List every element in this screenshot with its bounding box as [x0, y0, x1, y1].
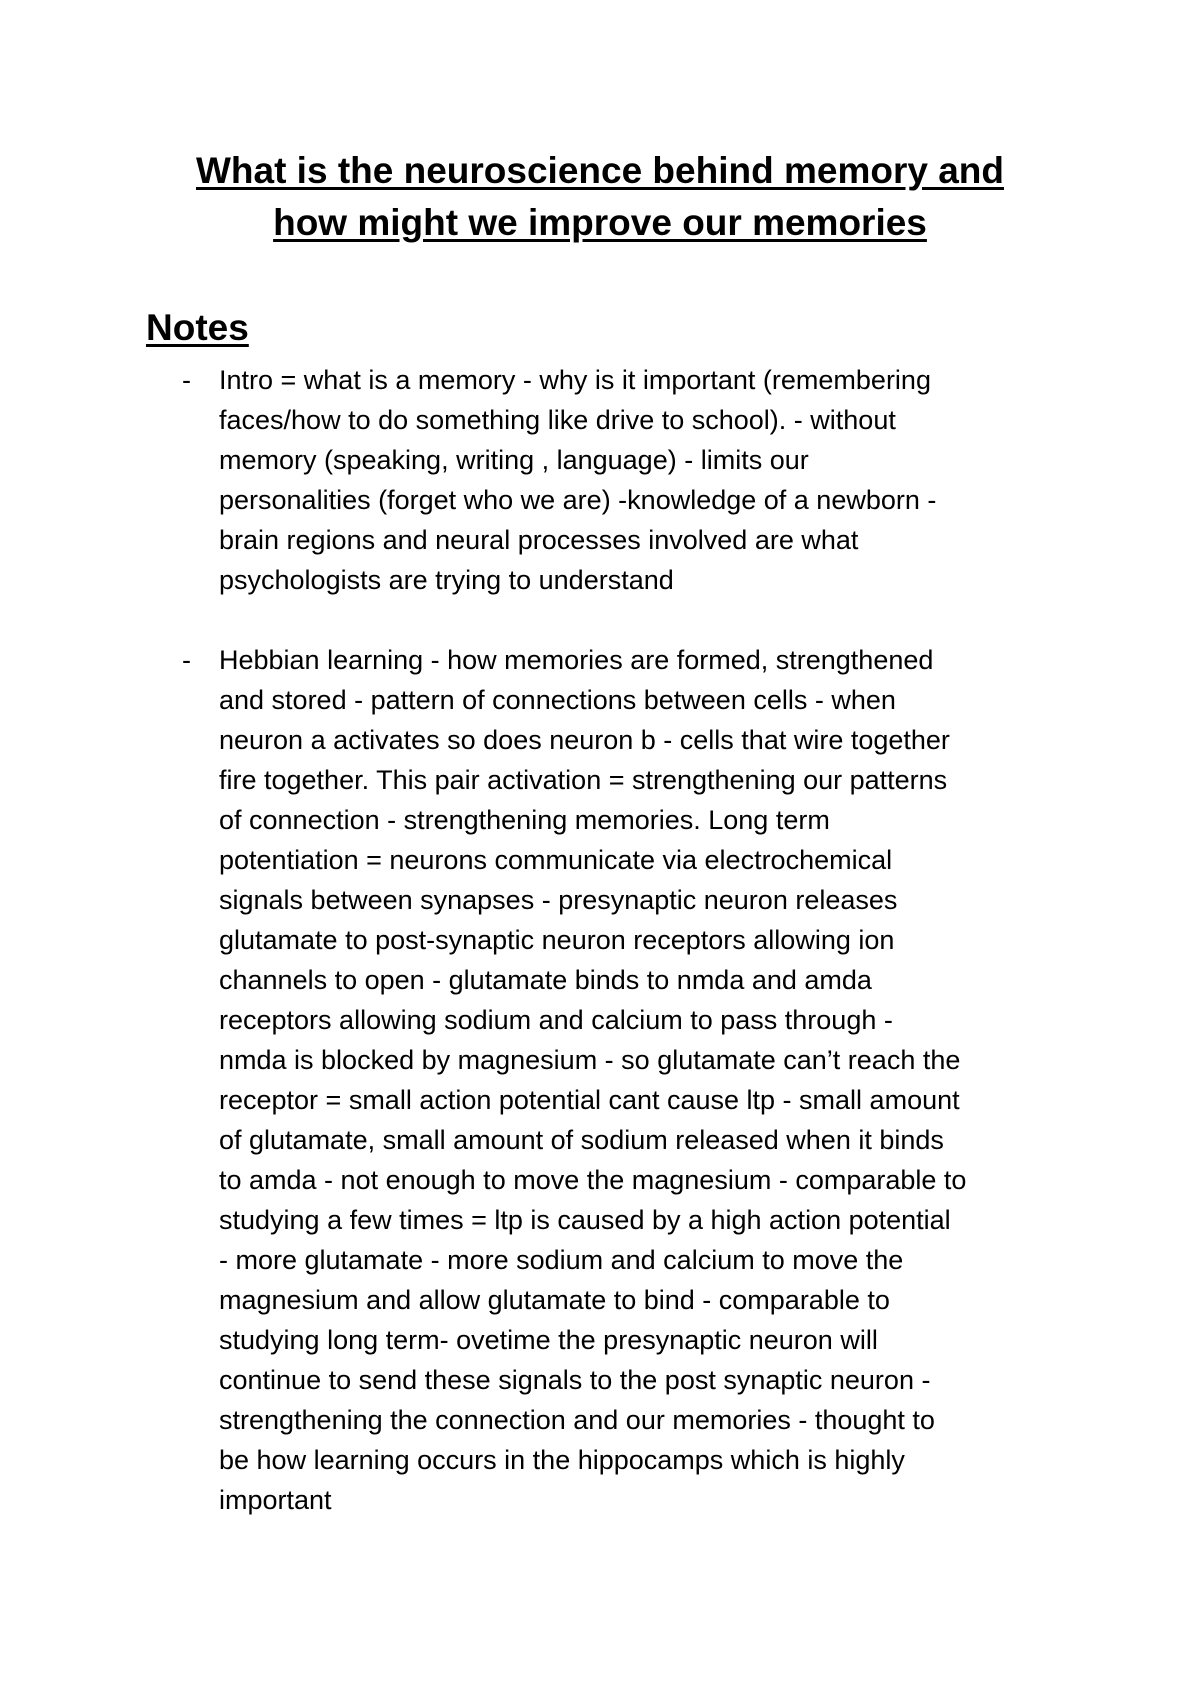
note-line: receptors allowing sodium and calcium to pass through - [219, 1005, 893, 1035]
note-line: studying a few times = ltp is caused by a high action potential [219, 1205, 951, 1235]
note-line: fire together. This pair activation = strengthening our patterns [219, 765, 948, 795]
bullet-dash: - [182, 645, 191, 675]
title-line: What is the neuroscience behind memory and [195, 150, 1004, 191]
note-line: Hebbian learning - how memories are formed, strengthened [219, 645, 934, 675]
note-line: - more glutamate - more sodium and calcium to move the [219, 1245, 904, 1275]
note-line: and stored - pattern of connections between cells - when [219, 685, 896, 715]
note-line: important [219, 1485, 332, 1515]
note-line: potentiation = neurons communicate via electrochemical [219, 845, 893, 875]
note-line: to amda - not enough to move the magnesium - comparable to [219, 1165, 967, 1195]
note-bullet-hebbian-learning [0, 640, 1079, 1520]
note-line: psychologists are trying to understand [219, 565, 674, 595]
note-line: nmda is blocked by magnesium - so glutamate can’t reach the [219, 1045, 961, 1075]
note-line: magnesium and allow glutamate to bind - comparable to [219, 1285, 890, 1315]
note-line: Intro = what is a memory - why is it important (remembering [219, 365, 931, 395]
note-line: glutamate to post-synaptic neuron receptors allowing ion [219, 925, 895, 955]
document-title [100, 145, 1100, 249]
note-line: of glutamate, small amount of sodium released when it binds [219, 1125, 944, 1155]
note-line: brain regions and neural processes involved are what [219, 525, 859, 555]
note-line: of connection - strengthening memories. Long term [219, 805, 830, 835]
notes-list [0, 360, 1200, 1520]
note-line: personalities (forget who we are) -knowledge of a newborn - [219, 485, 937, 515]
note-line: channels to open - glutamate binds to nmda and amda [219, 965, 872, 995]
notes-heading: Notes [146, 307, 249, 348]
bullet-dash: - [182, 365, 191, 395]
note-line: neuron a activates so does neuron b - cells that wire together [219, 725, 950, 755]
note-line: continue to send these signals to the post synaptic neuron - [219, 1365, 931, 1395]
title-line: how might we improve our memories [273, 202, 927, 243]
note-line: be how learning occurs in the hippocamps which is highly [219, 1445, 905, 1475]
note-bullet-intro [0, 360, 1079, 600]
note-line: studying long term- ovetime the presynaptic neuron will [219, 1325, 878, 1355]
note-line: receptor = small action potential cant cause ltp - small amount [219, 1085, 960, 1115]
note-line: faces/how to do something like drive to school). - without [219, 405, 896, 435]
note-line: strengthening the connection and our memories - thought to [219, 1405, 935, 1435]
note-line: memory (speaking, writing , language) - limits our [219, 445, 809, 475]
note-line: signals between synapses - presynaptic neuron releases [219, 885, 898, 915]
